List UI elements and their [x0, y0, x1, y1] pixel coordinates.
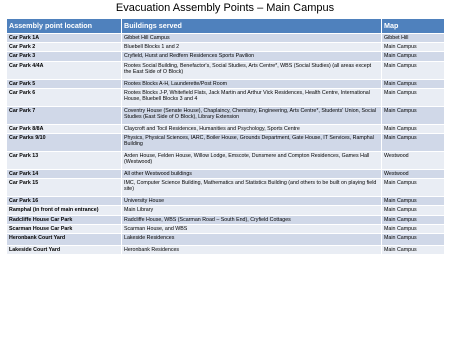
cell-location: Car Park 6	[7, 88, 122, 106]
cell-location: Car Park 1A	[7, 34, 122, 43]
cell-map: Main Campus	[382, 215, 445, 224]
cell-buildings: Scarman House, and WBS	[122, 224, 382, 233]
table-row	[7, 215, 445, 224]
cell-buildings: Gibbet Hill Campus	[122, 34, 382, 43]
table-body	[7, 34, 445, 255]
table-row	[7, 134, 445, 152]
cell-map: Main Campus	[382, 179, 445, 197]
cell-location: Car Park 15	[7, 179, 122, 197]
table-row	[7, 246, 445, 255]
column-header-map: Map	[382, 19, 445, 34]
cell-location: Heronbank Court Yard	[7, 234, 122, 246]
table-row	[7, 234, 445, 246]
cell-location: Lakeside Court Yard	[7, 246, 122, 255]
cell-buildings: Radcliffe House, WBS (Scarman Road – South End), Cryfield Cottages	[122, 215, 382, 224]
cell-map: Main Campus	[382, 124, 445, 133]
cell-location: Car Park 4/4A	[7, 61, 122, 79]
cell-buildings: IMC, Computer Science Building, Mathematics and Statistics Building (and others to be built on playing field site)	[122, 179, 382, 197]
cell-map: Main Campus	[382, 206, 445, 215]
table-row	[7, 61, 445, 79]
cell-buildings: University House	[122, 197, 382, 206]
cell-location: Car Parks 9/10	[7, 134, 122, 152]
cell-buildings: Rootes Blocks A-H, Launderette/Post Room	[122, 79, 382, 88]
cell-map: Main Campus	[382, 43, 445, 52]
table-row	[7, 170, 445, 179]
cell-map: Main Campus	[382, 106, 445, 124]
cell-map: Main Campus	[382, 224, 445, 233]
cell-map: Westwood	[382, 170, 445, 179]
cell-buildings: Coventry House (Senate House), Chaplaincy, Chemistry, Engineering, Arts Centre*, Students' Union, Social Studies (East Side of O Block), Library Extension	[122, 106, 382, 124]
table-row	[7, 152, 445, 170]
cell-location: Scarman House Car Park	[7, 224, 122, 233]
cell-location: Car Park 13	[7, 152, 122, 170]
cell-location: Car Park 5	[7, 79, 122, 88]
cell-map: Gibbet Hill	[382, 34, 445, 43]
cell-buildings: Claycroft and Tocil Residences, Humanities and Psychology, Sports Centre	[122, 124, 382, 133]
cell-map: Main Campus	[382, 246, 445, 255]
table-row	[7, 179, 445, 197]
cell-map: Main Campus	[382, 197, 445, 206]
table-row	[7, 88, 445, 106]
table-row	[7, 124, 445, 133]
cell-location: Car Park 2	[7, 43, 122, 52]
assembly-points-table	[6, 18, 445, 255]
table-row	[7, 43, 445, 52]
table-row	[7, 206, 445, 215]
cell-buildings: Rootes Blocks J-P, Whitefield Flats, Jack Martin and Arthur Vick Residences, Health Centre, International House, Bluebell Blocks 3 and 4	[122, 88, 382, 106]
cell-buildings: Physics, Physical Sciences, IARC, Boiler House, Grounds Department, Gate House, IT Services, Ramphal Building	[122, 134, 382, 152]
table-row	[7, 106, 445, 124]
cell-buildings: Lakeside Residences	[122, 234, 382, 246]
cell-buildings: Rootes Social Building, Benefactor's, Social Studies, Arts Centre*, WBS (Social Studies) (all areas except the East Side of O Block)	[122, 61, 382, 79]
cell-map: Main Campus	[382, 61, 445, 79]
page-title: Evacuation Assembly Points – Main Campus	[115, 2, 335, 14]
cell-map: Main Campus	[382, 134, 445, 152]
cell-buildings: Main Library	[122, 206, 382, 215]
cell-buildings: Bluebell Blocks 1 and 2	[122, 43, 382, 52]
table-row	[7, 79, 445, 88]
cell-location: Car Park 8/8A	[7, 124, 122, 133]
cell-buildings: All other Westwood buildings	[122, 170, 382, 179]
cell-map: Main Campus	[382, 234, 445, 246]
cell-buildings: Arden House, Felden House, Willow Lodge, Emscote, Dunsmere and Compton Residences, Games Hall (Westwood)	[122, 152, 382, 170]
table-row	[7, 34, 445, 43]
cell-buildings: Cryfield, Hurst and Redfern Residences Sports Pavilion	[122, 52, 382, 61]
table-row	[7, 52, 445, 61]
cell-map: Main Campus	[382, 88, 445, 106]
cell-map: Westwood	[382, 152, 445, 170]
cell-location: Radcliffe House Car Park	[7, 215, 122, 224]
cell-location: Car Park 16	[7, 197, 122, 206]
column-header-location: Assembly point location	[7, 19, 122, 34]
cell-map: Main Campus	[382, 52, 445, 61]
cell-map: Main Campus	[382, 79, 445, 88]
table-row	[7, 224, 445, 233]
cell-location: Car Park 14	[7, 170, 122, 179]
cell-location: Ramphal (in front of main entrance)	[7, 206, 122, 215]
table-row	[7, 197, 445, 206]
table-header-row	[7, 19, 445, 34]
cell-location: Car Park 7	[7, 106, 122, 124]
column-header-buildings: Buildings served	[122, 19, 382, 34]
cell-location: Car Park 3	[7, 52, 122, 61]
cell-buildings: Heronbank Residences	[122, 246, 382, 255]
